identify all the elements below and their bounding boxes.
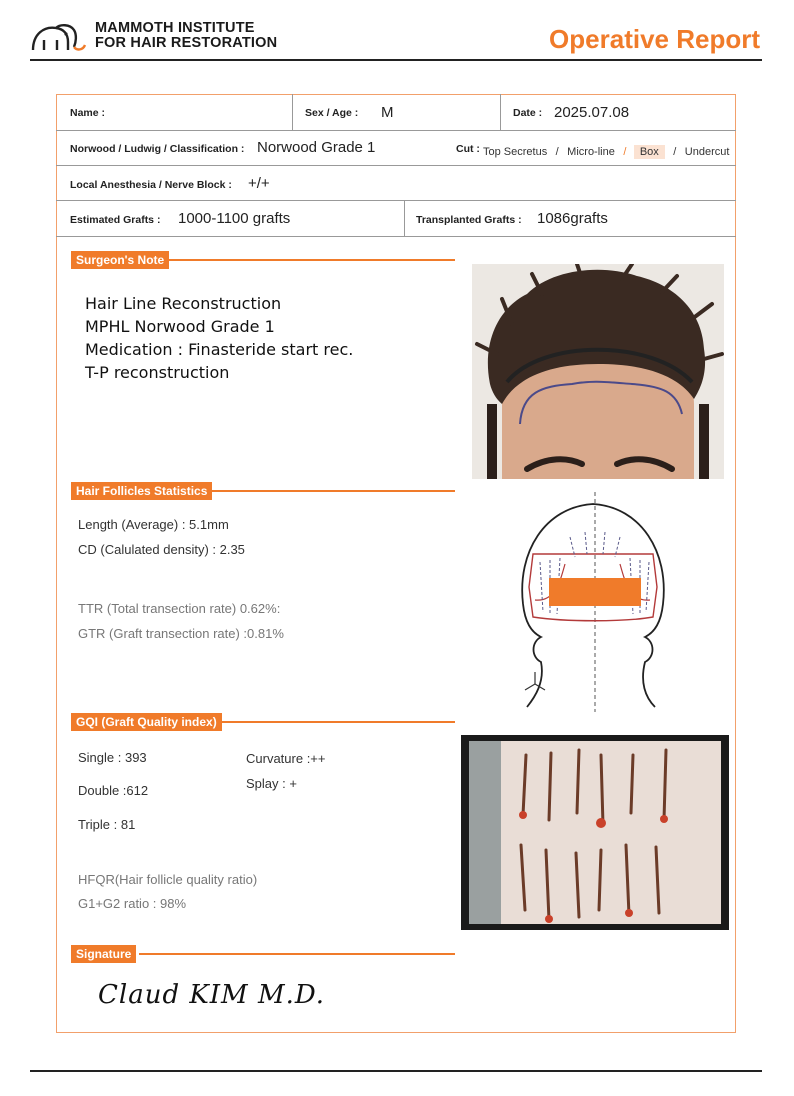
curvature: Curvature :++ bbox=[246, 751, 326, 766]
sex-age-value[interactable]: M bbox=[381, 104, 394, 121]
cell-divider bbox=[500, 94, 501, 130]
row-divider bbox=[56, 130, 736, 131]
section-rule bbox=[139, 953, 455, 955]
note-line: MPHL Norwood Grade 1 bbox=[85, 317, 275, 336]
transplanted-grafts-label: Transplanted Grafts : bbox=[416, 214, 522, 226]
patient-hairline-photo bbox=[472, 264, 724, 479]
graft-transection-rate: GTR (Graft transection rate) :0.81% bbox=[78, 626, 284, 641]
donor-area-diagram bbox=[505, 492, 680, 712]
classification-label: Norwood / Ludwig / Classification : bbox=[70, 143, 245, 155]
follicle-stats-heading: Hair Follicles Statistics bbox=[71, 482, 212, 500]
surgeon-signature: Claud KIM M.D. bbox=[98, 980, 326, 1010]
estimated-grafts-value[interactable]: 1000-1100 grafts bbox=[178, 210, 291, 227]
row-divider bbox=[56, 200, 736, 201]
hfqr-label: HFQR(Hair follicle quality ratio) bbox=[78, 872, 258, 887]
transplanted-grafts-value[interactable]: 1086grafts bbox=[537, 210, 608, 227]
cut-option-top-secretus[interactable]: Top Secretus bbox=[483, 146, 548, 158]
row-divider bbox=[56, 236, 736, 237]
section-rule bbox=[222, 721, 455, 723]
header-divider bbox=[30, 59, 762, 61]
section-rule bbox=[210, 490, 455, 492]
cut-separator: / bbox=[673, 146, 677, 158]
page-title: Operative Report bbox=[549, 24, 760, 54]
gqi-heading: GQI (Graft Quality index) bbox=[71, 713, 222, 731]
cut-option-box-selected[interactable]: Box bbox=[634, 145, 665, 159]
surgeons-note-heading: Surgeon's Note bbox=[71, 251, 169, 269]
row-divider bbox=[56, 165, 736, 166]
institute-name bbox=[95, 21, 277, 51]
single-grafts: Single : 393 bbox=[78, 750, 147, 765]
splay: Splay : + bbox=[246, 776, 297, 791]
cell-divider bbox=[404, 200, 405, 236]
g1g2-ratio: G1+G2 ratio : 98% bbox=[78, 896, 187, 911]
cut-separator: / bbox=[555, 146, 559, 158]
calculated-density: CD (Calulated density) : 2.35 bbox=[78, 542, 245, 557]
signature-heading: Signature bbox=[71, 945, 136, 963]
length-average: Length (Average) : 5.1mm bbox=[78, 517, 229, 532]
grafts-photo bbox=[461, 735, 729, 930]
double-grafts: Double :612 bbox=[78, 783, 149, 798]
estimated-grafts-label: Estimated Grafts : bbox=[70, 214, 161, 226]
section-rule bbox=[168, 259, 455, 261]
cut-separator: / bbox=[623, 146, 627, 158]
classification-value[interactable]: Norwood Grade 1 bbox=[257, 139, 376, 156]
cut-option-micro-line[interactable]: Micro-line bbox=[567, 146, 615, 158]
cut-options bbox=[483, 142, 729, 160]
brand-line-2: FOR HAIR RESTORATION bbox=[95, 35, 278, 51]
date-value[interactable]: 2025.07.08 bbox=[554, 104, 630, 121]
mammoth-logo-icon bbox=[30, 20, 90, 52]
name-label: Name : bbox=[70, 107, 106, 119]
date-label: Date : bbox=[513, 107, 543, 119]
triple-grafts: Triple : 81 bbox=[78, 817, 136, 832]
cell-divider bbox=[292, 94, 293, 130]
note-line: Medication : Finasteride start rec. bbox=[85, 340, 354, 359]
total-transection-rate: TTR (Total transection rate) 0.62%: bbox=[78, 601, 281, 616]
cut-option-undercut[interactable]: Undercut bbox=[684, 146, 730, 158]
sex-age-label: Sex / Age : bbox=[305, 107, 359, 119]
anesthesia-value[interactable]: +/+ bbox=[248, 175, 270, 192]
anesthesia-label: Local Anesthesia / Nerve Block : bbox=[70, 179, 232, 191]
footer-divider bbox=[30, 1070, 762, 1072]
surgeons-note-text bbox=[85, 292, 353, 384]
note-line: T-P reconstruction bbox=[85, 363, 230, 382]
cut-label: Cut : bbox=[456, 143, 480, 155]
note-line: Hair Line Reconstruction bbox=[85, 294, 282, 313]
brand-line-1: MAMMOTH INSTITUTE bbox=[95, 20, 255, 36]
